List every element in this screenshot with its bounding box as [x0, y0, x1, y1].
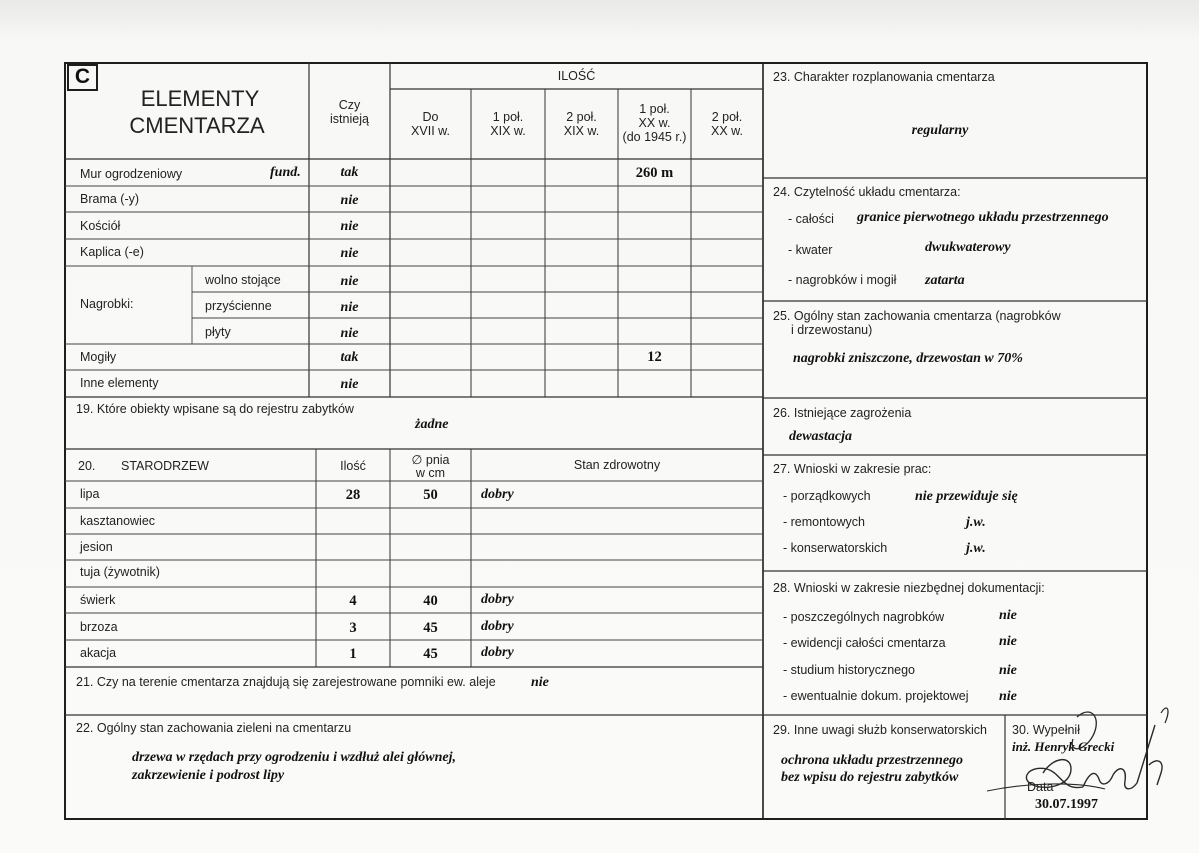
col-czy-l1: Czy: [338, 98, 361, 112]
row-mogily-label: Mogiły: [80, 350, 117, 364]
tree-state: dobry: [481, 487, 514, 502]
period-2-l1: 1 poł.: [492, 110, 524, 124]
q30-label: 30. Wypełnił: [1012, 723, 1080, 737]
row-wolno-exists: nie: [340, 274, 359, 289]
q30-date: 30.07.1997: [1035, 797, 1098, 812]
q22-label: 22. Ogólny stan zachowania zieleni na cmentarzu: [76, 721, 352, 735]
q24-calosci-label: - całości: [788, 212, 834, 226]
q28-item-answer: nie: [999, 634, 1017, 649]
row-brama-exists: nie: [340, 193, 359, 208]
row-kosciol-label: Kościół: [80, 219, 121, 233]
q24-kwater-answer: dwukwaterowy: [925, 240, 1011, 255]
tree-diam: 45: [423, 620, 438, 636]
row-mogily-qty: 12: [647, 349, 662, 365]
row-przy-label: przyścienne: [205, 299, 272, 313]
period-1-l1: Do: [422, 110, 439, 124]
period-4-l2: XX w.: [638, 116, 671, 130]
q19-label: 19. Które obiekty wpisane są do rejestru zabytków: [76, 402, 354, 416]
q23-answer: regularny: [911, 123, 969, 138]
q22-answer-l2: zakrzewienie i podrost lipy: [132, 768, 285, 783]
tree-name: kasztanowiec: [80, 514, 156, 528]
row-przy-exists: nie: [340, 300, 359, 315]
q27-rem-label: - remontowych: [783, 515, 865, 529]
row-plyty-label: płyty: [205, 325, 231, 339]
tree-state: dobry: [481, 619, 514, 634]
q27-label: 27. Wnioski w zakresie prac:: [773, 462, 932, 476]
ilosc-header: ILOŚĆ: [557, 69, 596, 83]
q20-col-pien-l2: w cm: [415, 466, 446, 480]
q30-date-label: Data: [1027, 780, 1054, 794]
row-kaplica-exists: nie: [340, 246, 359, 261]
row-mur-note: fund.: [270, 165, 301, 180]
q20-col-pien-l1: ∅ pnia: [411, 453, 450, 467]
q25-label-l1: 25. Ogólny stan zachowania cmentarza (nagrobków: [773, 309, 1061, 323]
row-mogily-exists: tak: [340, 350, 359, 365]
q20-col-stan: Stan zdrowotny: [573, 458, 661, 472]
period-4-l1: 1 poł.: [639, 102, 670, 116]
tree-count: 1: [349, 646, 357, 662]
row-kosciol-exists: nie: [340, 219, 359, 234]
q25-label-l2: i drzewostanu): [791, 323, 873, 337]
q28-label: 28. Wnioski w zakresie niezbędnej dokumentacji:: [773, 581, 1045, 595]
q27-porz-label: - porządkowych: [783, 489, 871, 503]
q21-label: 21. Czy na terenie cmentarza znajdują się zarejestrowane pomniki ew. aleje: [76, 675, 496, 689]
tree-diam: 40: [423, 593, 438, 609]
q24-kwater-label: - kwater: [788, 243, 833, 257]
row-inne-label: Inne elementy: [80, 376, 159, 390]
q22-answer-l1: drzewa w rzędach przy ogrodzeniu i wzdłuż alei głównej,: [132, 750, 456, 765]
tree-name: świerk: [80, 593, 116, 607]
tree-name: lipa: [80, 487, 100, 501]
q27-porz-answer: nie przewiduje się: [915, 489, 1018, 504]
q20-num: 20.: [78, 459, 96, 473]
row-brama-label: Brama (-y): [80, 192, 140, 206]
q20-col-ilosc: Ilość: [340, 459, 366, 473]
q21-answer: nie: [531, 675, 549, 690]
row-inne-exists: nie: [340, 377, 359, 392]
row-kaplica-label: Kaplica (-e): [80, 245, 144, 259]
q23-label: 23. Charakter rozplanowania cmentarza: [773, 70, 995, 84]
tree-diam: 50: [423, 487, 438, 503]
q28-item-label: - poszczególnych nagrobków: [783, 610, 945, 624]
q27-kons-answer: j.w.: [966, 541, 986, 556]
signature: [985, 695, 1185, 805]
row-mur-exists: tak: [340, 165, 359, 180]
tree-name: tuja (żywotnik): [80, 565, 160, 579]
title-line2: CMENTARZA: [129, 113, 265, 138]
period-5-l1: 2 poł.: [711, 110, 743, 124]
tree-name: jesion: [80, 540, 113, 554]
tree-diam: 45: [423, 646, 438, 662]
q24-nagrobkow-answer: zatarta: [925, 273, 965, 288]
col-czy-l2: istnieją: [330, 112, 369, 126]
q28-item-answer: nie: [999, 608, 1017, 623]
tree-count: 28: [345, 487, 361, 503]
q26-label: 26. Istniejące zagrożenia: [773, 406, 912, 420]
q24-label: 24. Czytelność układu cmentarza:: [773, 185, 961, 199]
q20-title: STARODRZEW: [121, 459, 209, 473]
q25-answer: nagrobki zniszczone, drzewostan w 70%: [793, 351, 1023, 366]
q30-name: inż. Henryk Grecki: [1012, 739, 1115, 754]
period-4-l3: (do 1945 r.): [622, 130, 687, 144]
q28-item-label: - ewentualnie dokum. projektowej: [783, 689, 969, 703]
title-line1: ELEMENTY: [140, 86, 260, 111]
period-5-l2: XX w.: [711, 124, 743, 138]
q19-answer: żadne: [415, 417, 449, 432]
period-1-l2: XVII w.: [411, 124, 450, 138]
period-2-l2: XIX w.: [490, 124, 526, 138]
row-mur-qty: 260 m: [635, 165, 674, 181]
row-nagrobki-label: Nagrobki:: [80, 297, 134, 311]
q27-rem-answer: j.w.: [966, 515, 986, 530]
q28-item-label: - ewidencji całości cmentarza: [783, 636, 946, 650]
q28-item-label: - studium historycznego: [783, 663, 916, 677]
q27-kons-label: - konserwatorskich: [783, 541, 888, 555]
q29-answer-l2: bez wpisu do rejestru zabytków: [781, 770, 959, 785]
tree-count: 3: [349, 620, 357, 636]
tree-count: 4: [349, 593, 357, 609]
row-wolno-label: wolno stojące: [205, 273, 281, 287]
section-letter: C: [74, 65, 91, 88]
q29-answer-l1: ochrona układu przestrzennego: [781, 753, 964, 768]
row-plyty-exists: nie: [340, 326, 359, 341]
q24-nagrobkow-label: - nagrobków i mogił: [788, 273, 897, 287]
tree-state: dobry: [481, 592, 514, 607]
period-3-l2: XIX w.: [563, 124, 600, 138]
q29-label: 29. Inne uwagi służb konserwatorskich: [773, 723, 988, 737]
q28-item-answer: nie: [999, 663, 1017, 678]
tree-name: brzoza: [80, 620, 118, 634]
period-3-l1: 2 poł.: [566, 110, 597, 124]
tree-name: akacja: [80, 646, 117, 660]
tree-state: dobry: [481, 645, 514, 660]
row-mur-label: Mur ogrodzeniowy: [80, 167, 183, 181]
q24-calosci-answer: granice pierwotnego układu przestrzennego: [857, 210, 1109, 225]
q26-answer: dewastacja: [789, 429, 852, 444]
q28-item-answer: nie: [999, 689, 1017, 704]
